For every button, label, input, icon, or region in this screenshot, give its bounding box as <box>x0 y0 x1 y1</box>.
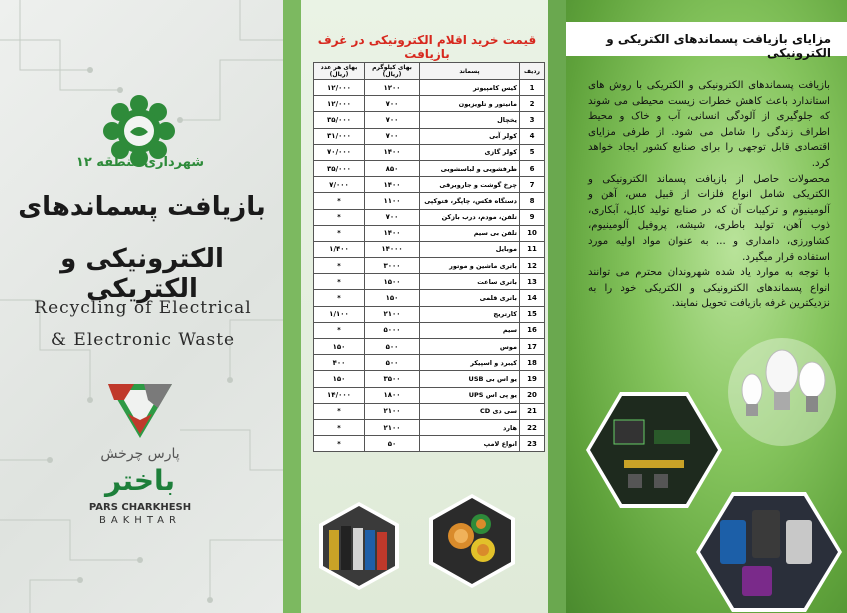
row-price-each: ۱/۴۰۰ <box>314 241 365 257</box>
brand-name-en-sub: BAKHTAR <box>99 515 181 526</box>
mobile-phones-photo-icon <box>694 490 844 613</box>
row-number: 23 <box>520 436 545 452</box>
price-table-row <box>314 193 545 209</box>
row-price-kg: ۱۵۰۰ <box>365 274 420 290</box>
row-number: 10 <box>520 225 545 241</box>
price-table <box>313 62 545 452</box>
price-table-row <box>314 436 545 452</box>
row-price-each: ۷/۰۰۰ <box>314 177 365 193</box>
price-table-row <box>314 339 545 355</box>
light-bulbs-photo-icon <box>726 332 838 450</box>
row-number: 9 <box>520 209 545 225</box>
row-price-each: * <box>314 225 365 241</box>
row-number: 11 <box>520 241 545 257</box>
price-table-row <box>314 274 545 290</box>
row-price-kg: ۱۴۰۰ <box>365 225 420 241</box>
row-price-kg: ۵۰۰ <box>365 339 420 355</box>
row-item: کولر آبی <box>420 128 520 144</box>
row-price-kg: ۱۴۰۰ <box>365 177 420 193</box>
price-table-row <box>314 160 545 176</box>
row-number: 2 <box>520 96 545 112</box>
decorative-strip-right <box>548 0 566 613</box>
title-en-line1: Recycling of Electrical <box>34 298 252 318</box>
row-price-kg: ۷۰۰ <box>365 96 420 112</box>
row-price-kg: ۱۲۰۰ <box>365 80 420 96</box>
price-table-row <box>314 112 545 128</box>
row-number: 3 <box>520 112 545 128</box>
row-price-each: ۱۲/۰۰۰ <box>314 80 365 96</box>
row-item: دستگاه فکس، چاپگر، فتوکپی <box>420 193 520 209</box>
price-table-row <box>314 258 545 274</box>
row-price-kg: ۱۴۰۰۰ <box>365 241 420 257</box>
row-price-kg: ۵۰ <box>365 436 420 452</box>
cover-panel <box>0 0 283 613</box>
row-item: کیس کامپیوتر <box>420 80 520 96</box>
row-price-each: ۱۵۰ <box>314 339 365 355</box>
row-number: 1 <box>520 80 545 96</box>
price-table-row <box>314 128 545 144</box>
row-item: یو اس بی USB <box>420 371 520 387</box>
row-item: کیبرد و اسپیکر <box>420 355 520 371</box>
title-fa-line2: الکترونیکی و الکتریکی <box>60 244 224 304</box>
row-item: کارتریج <box>420 306 520 322</box>
row-price-kg: ۷۰۰ <box>365 112 420 128</box>
row-price-kg: ۵۰۰ <box>365 355 420 371</box>
row-number: 18 <box>520 355 545 371</box>
row-price-kg: ۱۸۰۰ <box>365 387 420 403</box>
row-price-kg: ۲۱۰۰ <box>365 306 420 322</box>
price-table-row <box>314 387 545 403</box>
row-price-kg: ۷۰۰ <box>365 209 420 225</box>
row-price-each: * <box>314 258 365 274</box>
municipality-name: شهرداری منطقه ۱۲ <box>75 155 205 170</box>
price-table-row <box>314 371 545 387</box>
row-price-each: * <box>314 193 365 209</box>
brand-name-en: PARS CHARKHESH <box>88 502 192 513</box>
row-price-each: * <box>314 290 365 306</box>
row-number: 19 <box>520 371 545 387</box>
benefits-title: مزایای بازیافت پسماندهای الکتریکی و الکترونیکی <box>606 32 831 60</box>
price-table-header <box>314 63 545 80</box>
row-price-each: * <box>314 274 365 290</box>
row-number: 21 <box>520 403 545 419</box>
benefits-text <box>588 78 830 312</box>
row-item: سیم <box>420 322 520 338</box>
price-table-row <box>314 290 545 306</box>
row-number: 22 <box>520 419 545 435</box>
price-table-row <box>314 80 545 96</box>
row-item: باتری ماشین و موتور <box>420 258 520 274</box>
row-item: یو پی اس UPS <box>420 387 520 403</box>
row-number: 13 <box>520 274 545 290</box>
price-table-row <box>314 144 545 160</box>
copper-wires-photo-icon <box>423 492 521 590</box>
row-price-each: ۳۵/۰۰۰ <box>314 160 365 176</box>
price-table-row <box>314 322 545 338</box>
price-table-row <box>314 241 545 257</box>
price-table-row <box>314 419 545 435</box>
row-number: 5 <box>520 144 545 160</box>
row-price-kg: ۲۱۰۰ <box>365 419 420 435</box>
row-price-kg: ۳۵۰۰ <box>365 371 420 387</box>
price-panel <box>283 0 566 613</box>
header-price-each: بهای هر عدد (ریال) <box>314 63 365 80</box>
price-table-row <box>314 306 545 322</box>
row-item: موبایل <box>420 241 520 257</box>
price-table-row <box>314 403 545 419</box>
row-item: تلفن، مودم، درب بازکن <box>420 209 520 225</box>
row-number: 6 <box>520 160 545 176</box>
header-price-kg: بهای کیلوگرم (ریال) <box>365 63 420 80</box>
row-price-kg: ۲۱۰۰ <box>365 403 420 419</box>
row-item: موس <box>420 339 520 355</box>
row-price-each: ۳۱/۰۰۰ <box>314 128 365 144</box>
row-price-each: ۱۴/۰۰۰ <box>314 387 365 403</box>
row-price-each: ۱۲/۰۰۰ <box>314 96 365 112</box>
row-number: 7 <box>520 177 545 193</box>
row-price-kg: ۱۴۰۰ <box>365 144 420 160</box>
price-table-row <box>314 355 545 371</box>
benefits-paragraph-1: بازیافت پسماندهای الکترونیکی و الکتریکی با روش های استاندارد باعث کاهش خطرات زیست محیطی می شوند که جلوگیری از آلودگی انسانی، آب و خاک و محیط اطراف زندگی را شامل می شود. از طرفی مزایای اقتصادی قابل توجهی را برای صنایع کشور ایجاد خواهد کرد. <box>588 80 830 169</box>
row-number: 4 <box>520 128 545 144</box>
price-list-title: قیمت خرید اقلام الکترونیکی در غرف بازیافت <box>317 33 537 61</box>
row-item: سی دی CD <box>420 403 520 419</box>
row-number: 20 <box>520 387 545 403</box>
decorative-strip-left <box>283 0 301 613</box>
row-number: 12 <box>520 258 545 274</box>
row-item: هارد <box>420 419 520 435</box>
title-en-line2: & Electronic Waste <box>50 330 236 350</box>
benefits-panel <box>566 0 847 613</box>
row-number: 8 <box>520 193 545 209</box>
price-table-row <box>314 225 545 241</box>
row-price-each: * <box>314 209 365 225</box>
benefits-paragraph-3: با توجه به موارد یاد شده شهروندان محترم می توانند انواع پسماندهای الکترونیکی و الکتریکی خود را به نزدیکترین غرفه بازیافت تحویل نمایند. <box>588 267 830 310</box>
row-item: انواع لامپ <box>420 436 520 452</box>
price-table-row <box>314 177 545 193</box>
row-number: 16 <box>520 322 545 338</box>
row-price-each: ۴۰۰ <box>314 355 365 371</box>
row-price-each: ۷۰/۰۰۰ <box>314 144 365 160</box>
row-price-kg: ۵۰۰۰ <box>365 322 420 338</box>
price-table-row <box>314 209 545 225</box>
brand-name-small: پارس چرخش <box>100 446 180 462</box>
row-item: چرخ گوشت و جاروبرقی <box>420 177 520 193</box>
row-price-kg: ۳۰۰۰ <box>365 258 420 274</box>
row-item: کولر گازی <box>420 144 520 160</box>
row-price-kg: ۱۱۰۰ <box>365 193 420 209</box>
row-price-each: ۳۵/۰۰۰ <box>314 112 365 128</box>
row-item: ظرفشویی و لباسشویی <box>420 160 520 176</box>
row-item: یخچال <box>420 112 520 128</box>
row-number: 17 <box>520 339 545 355</box>
price-table-row <box>314 96 545 112</box>
row-price-each: ۱/۱۰۰ <box>314 306 365 322</box>
row-price-each: * <box>314 322 365 338</box>
row-number: 14 <box>520 290 545 306</box>
row-item: تلفن بی سیم <box>420 225 520 241</box>
header-item: پسماند <box>420 63 520 80</box>
row-item: باتری قلمی <box>420 290 520 306</box>
row-item: مانیتور و تلویزیون <box>420 96 520 112</box>
row-price-kg: ۱۵۰ <box>365 290 420 306</box>
row-price-kg: ۷۰۰ <box>365 128 420 144</box>
row-price-each: * <box>314 403 365 419</box>
row-number: 15 <box>520 306 545 322</box>
pars-charkhesh-logo-icon <box>104 380 176 442</box>
row-price-each: ۱۵۰ <box>314 371 365 387</box>
row-price-each: * <box>314 419 365 435</box>
title-fa-line1: بازیافت پسماندهای <box>18 192 266 222</box>
row-price-kg: ۸۵۰ <box>365 160 420 176</box>
brand-name-big: باختر <box>104 464 176 497</box>
benefits-paragraph-2: محصولات حاصل از بازیافت پسماند الکترونیکی و الکتریکی شامل انواع فلزات از قبیل مس، آهن و آلومینیوم و ترکیبات آن که در صنایع تولید کابل، آبکاری، ذوب آهن، تولید باطری، شیشه، پروفیل آلومینیوم، کشاورزی، دامداری و ... به عنوان مواد اولیه مورد استفاده قرار میگیرد. <box>588 173 830 263</box>
row-price-each: * <box>314 436 365 452</box>
row-item: باتری ساعت <box>420 274 520 290</box>
batteries-photo-icon <box>313 500 405 592</box>
header-row-number: ردیف <box>520 63 545 80</box>
